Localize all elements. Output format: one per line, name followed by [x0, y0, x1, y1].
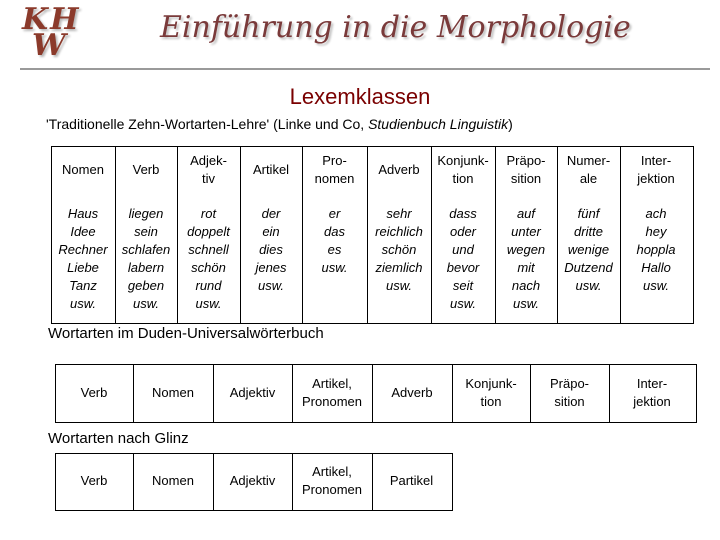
header-adverb: Adverb [378, 162, 420, 177]
logo-line-1: KH [22, 2, 81, 37]
header-konjunktion: Konjunk- tion [437, 153, 489, 186]
glinz-adjektiv: Adjektiv [229, 473, 276, 488]
glinz-section-title: Wortarten nach Glinz [48, 430, 189, 447]
glinz-partikel: Partikel [389, 473, 434, 488]
duden-section-title: Wortarten im Duden-Universalwörterbuch [48, 325, 324, 342]
duden-konjunktion: Konjunk- tion [465, 376, 517, 409]
examples-artikel: der ein dies jenes usw. [255, 206, 287, 293]
header-divider [20, 68, 710, 70]
glinz-verb: Verb [80, 473, 108, 488]
subtitle-end: ) [508, 116, 513, 132]
slide-title: Lexemklassen [289, 84, 431, 109]
examples-adverb: sehr reichlich schön ziemlich usw. [375, 206, 423, 293]
examples-adjektiv: rot doppelt schnell schön rund usw. [187, 206, 230, 311]
examples-verb: liegen sein schlafen labern geben usw. [121, 206, 171, 311]
khw-logo [12, 2, 92, 62]
slide-subtitle [46, 116, 513, 132]
duden-artikel-pronomen: Artikel, Pronomen [302, 376, 362, 409]
examples-nomen: Haus Idee Rechner Liebe Tanz usw. [58, 206, 108, 311]
examples-praeposition: auf unter wegen mit nach usw. [506, 206, 546, 311]
header-adjektiv: Adjek- tiv [190, 153, 227, 186]
logo-line-2: W [32, 28, 66, 63]
examples-interjektion: ach hey hoppla Hallo usw. [636, 206, 676, 293]
duden-interjektion: Inter- jektion [633, 376, 671, 409]
subtitle-source: Studienbuch Linguistik [368, 116, 509, 132]
examples-konjunktion: dass oder und bevor seit usw. [446, 206, 480, 311]
header-nomen: Nomen [62, 162, 104, 177]
duden-adverb: Adverb [391, 385, 433, 400]
subtitle-text: 'Traditionelle Zehn-Wortarten-Lehre' (Linke und Co, [46, 116, 369, 132]
header-praeposition: Präpo- sition [506, 153, 546, 186]
glinz-nomen: Nomen [152, 473, 194, 488]
duden-verb: Verb [80, 385, 108, 400]
examples-numerale: fünf dritte wenige Dutzend usw. [564, 206, 613, 293]
header-numerale: Numer- ale [566, 153, 611, 186]
header-artikel: Artikel [252, 162, 290, 177]
header-pronomen: Pro- nomen [314, 153, 355, 186]
duden-adjektiv: Adjektiv [229, 385, 276, 400]
glinz-artikel-pronomen: Artikel, Pronomen [302, 464, 362, 497]
duden-nomen: Nomen [152, 385, 194, 400]
examples-pronomen: er das es usw. [321, 206, 348, 275]
header-title: Einführung in die Morphologie [160, 10, 631, 45]
header-interjektion: Inter- jektion [637, 153, 675, 186]
header-verb: Verb [132, 162, 160, 177]
duden-praeposition: Präpo- sition [549, 376, 590, 409]
